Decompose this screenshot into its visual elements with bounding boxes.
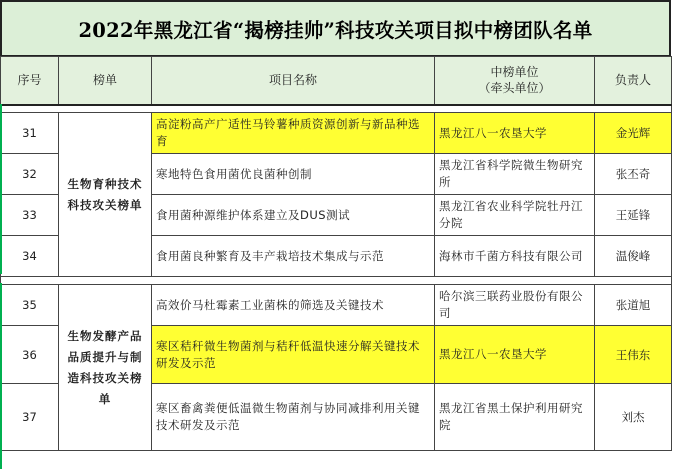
cell-person: 温俊峰: [595, 236, 672, 277]
cell-project: 食用菌良种繁育及丰产栽培技术集成与示范: [152, 236, 435, 277]
header-seq: 序号: [1, 57, 59, 105]
cell-project: 食用菌种源维护体系建立及DUS测试: [152, 195, 435, 236]
cell-person: 王伟东: [595, 326, 672, 384]
cell-list-name: 生物发酵产品品质提升与制造科技攻关榜单: [59, 285, 152, 451]
cell-person: 金光辉: [595, 113, 672, 154]
cell-unit: 哈尔滨三联药业股份有限公司: [435, 285, 595, 326]
header-person: 负责人: [595, 57, 672, 105]
cell-person: 张道旭: [595, 285, 672, 326]
cell-unit: 黑龙江八一农垦大学: [435, 326, 595, 384]
cell-seq: 31: [1, 113, 59, 154]
cell-person: 刘杰: [595, 384, 672, 451]
header-project: 项目名称: [152, 57, 435, 105]
header-list: 榜单: [59, 57, 152, 105]
cell-seq: 35: [1, 285, 59, 326]
header-unit: [435, 57, 595, 105]
document-title: 2022年黑龙江省“揭榜挂帅”科技攻关项目拟中榜团队名单: [0, 0, 671, 57]
table-header-row: [1, 57, 672, 105]
cell-person: 王延锋: [595, 195, 672, 236]
cell-project: 寒区畜禽粪便低温微生物菌剂与协同减排利用关键技术研发及示范: [152, 384, 435, 451]
cell-unit: 黑龙江省农业科学院牡丹江分院: [435, 195, 595, 236]
header-unit-line2: （牵头单位）: [478, 81, 551, 96]
cell-unit: 黑龙江八一农垦大学: [435, 113, 595, 154]
results-table: [0, 56, 672, 451]
cell-list-name: 生物育种技术科技攻关榜单: [59, 113, 152, 277]
spacer-row: [1, 105, 672, 113]
cell-seq: 37: [1, 384, 59, 451]
cell-seq: 36: [1, 326, 59, 384]
cell-seq: 32: [1, 154, 59, 195]
table-row: [1, 285, 672, 326]
cell-project: 寒地特色食用菌优良菌种创制: [152, 154, 435, 195]
spacer-row: [1, 277, 672, 285]
cell-project: 高淀粉高产广适性马铃薯种质资源创新与新品种选育: [152, 113, 435, 154]
group-accent-bar: [0, 104, 2, 274]
cell-person: 张丕奇: [595, 154, 672, 195]
cell-project: 高效价马杜霉素工业菌株的筛选及关键技术: [152, 285, 435, 326]
cell-unit: 黑龙江省黑土保护利用研究院: [435, 384, 595, 451]
cell-unit: 黑龙江省科学院微生物研究所: [435, 154, 595, 195]
cell-unit: 海林市千菌方科技有限公司: [435, 236, 595, 277]
cell-seq: 33: [1, 195, 59, 236]
header-unit-line1: 中榜单位: [490, 65, 539, 80]
cell-project: 寒区秸秆微生物菌剂与秸秆低温快速分解关键技术研发及示范: [152, 326, 435, 384]
cell-seq: 34: [1, 236, 59, 277]
group-accent-bar: [0, 283, 2, 469]
table-row: [1, 113, 672, 154]
